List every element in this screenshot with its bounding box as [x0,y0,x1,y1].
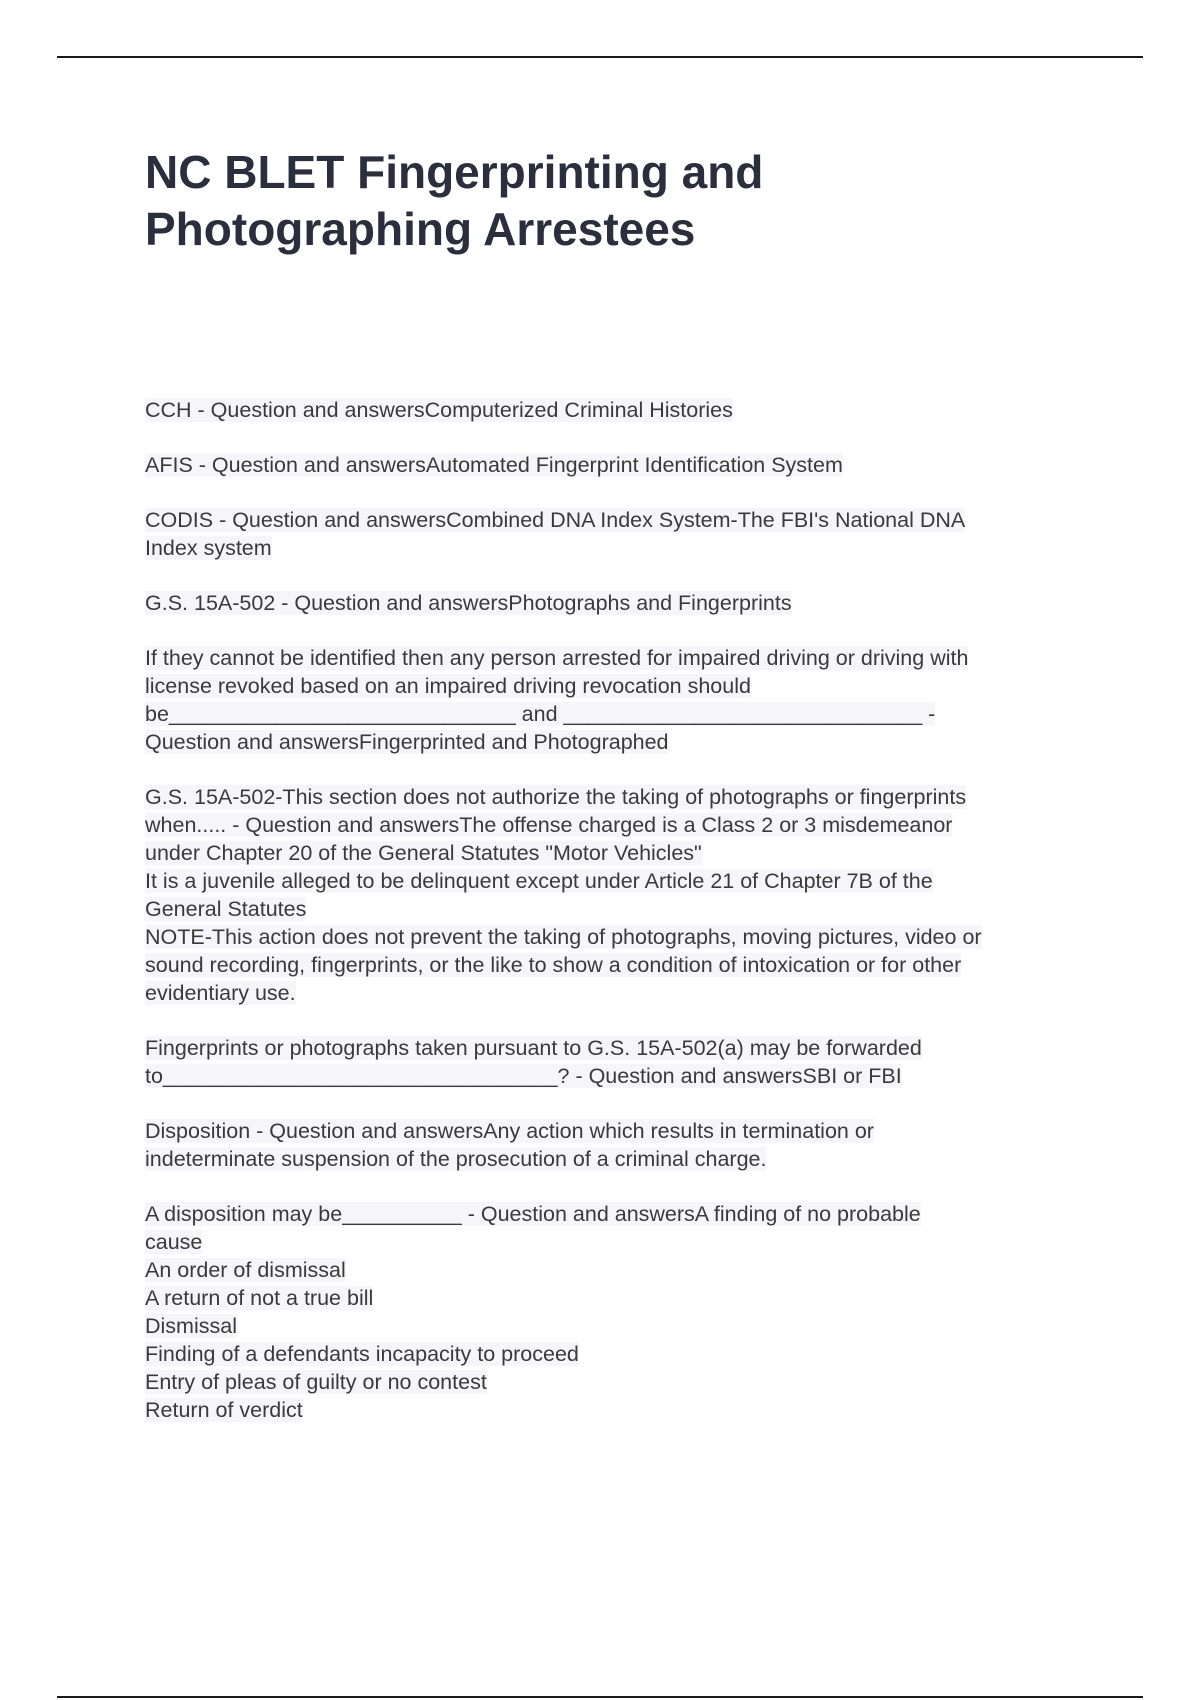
flashcard-disposition [145,1117,1095,1173]
footer-rule [57,1696,1143,1698]
header-rule [57,56,1143,58]
flashcard-disposition-types [145,1200,1095,1424]
flashcard-codis [145,506,1095,562]
flashcard-text: indeterminate suspension of the prosecution of a criminal charge. [145,1147,767,1171]
page-title-line-1: NC BLET Fingerprinting and [145,146,764,198]
flashcard-list [145,396,1095,1451]
flashcard-text: Return of verdict [145,1398,303,1422]
flashcard-text: It is a juvenile alleged to be delinquent except under Article 21 of Chapter 7B of the [145,869,933,893]
flashcard-gs-15a-502 [145,589,1095,617]
flashcard-text: Entry of pleas of guilty or no contest [145,1370,487,1394]
flashcard-text: sound recording, fingerprints, or the like to show a condition of intoxication or for other [145,953,962,977]
flashcard-text: Disposition - Question and answersAny action which results in termination or [145,1119,874,1143]
flashcard-text: evidentiary use. [145,981,296,1005]
flashcard-text: G.S. 15A-502-This section does not authorize the taking of photographs or fingerprints [145,785,967,809]
flashcard-text: A disposition may be__________ - Question and answersA finding of no probable [145,1202,921,1226]
flashcard-text: Finding of a defendants incapacity to proceed [145,1342,579,1366]
flashcard-text: G.S. 15A-502 - Question and answersPhotographs and Fingerprints [145,591,792,615]
flashcard-text: when..... - Question and answersThe offense charged is a Class 2 or 3 misdemeanor [145,813,953,837]
flashcard-afis [145,451,1095,479]
flashcard-text: If they cannot be identified then any person arrested for impaired driving or driving with [145,646,969,670]
flashcard-text: CODIS - Question and answersCombined DNA Index System-The FBI's National DNA [145,508,966,532]
flashcard-text: CCH - Question and answersComputerized Criminal Histories [145,398,733,422]
flashcard-text: NOTE-This action does not prevent the taking of photographs, moving pictures, video or [145,925,982,949]
flashcard-text: to_________________________________? - Question and answersSBI or FBI [145,1064,902,1088]
flashcard-text: Dismissal [145,1314,237,1338]
flashcard-text: under Chapter 20 of the General Statutes "Motor Vehicles" [145,841,702,865]
flashcard-cch [145,396,1095,424]
flashcard-text: Question and answersFingerprinted and Photographed [145,730,669,754]
flashcard-text: Index system [145,536,272,560]
flashcard-text: be_____________________________ and ______________________________ - [145,702,936,726]
flashcard-forwarded [145,1034,1095,1090]
flashcard-impaired-driving [145,644,1095,756]
flashcard-text: AFIS - Question and answersAutomated Fingerprint Identification System [145,453,843,477]
flashcard-text: cause [145,1230,203,1254]
page-title-line-2: Photographing Arrestees [145,203,696,255]
page-title [145,144,1045,258]
flashcard-text: An order of dismissal [145,1258,346,1282]
flashcard-text: A return of not a true bill [145,1286,374,1310]
flashcard-text: Fingerprints or photographs taken pursuant to G.S. 15A-502(a) may be forwarded [145,1036,922,1060]
flashcard-text: license revoked based on an impaired driving revocation should [145,674,751,698]
flashcard-not-authorized [145,783,1095,1007]
flashcard-text: General Statutes [145,897,307,921]
